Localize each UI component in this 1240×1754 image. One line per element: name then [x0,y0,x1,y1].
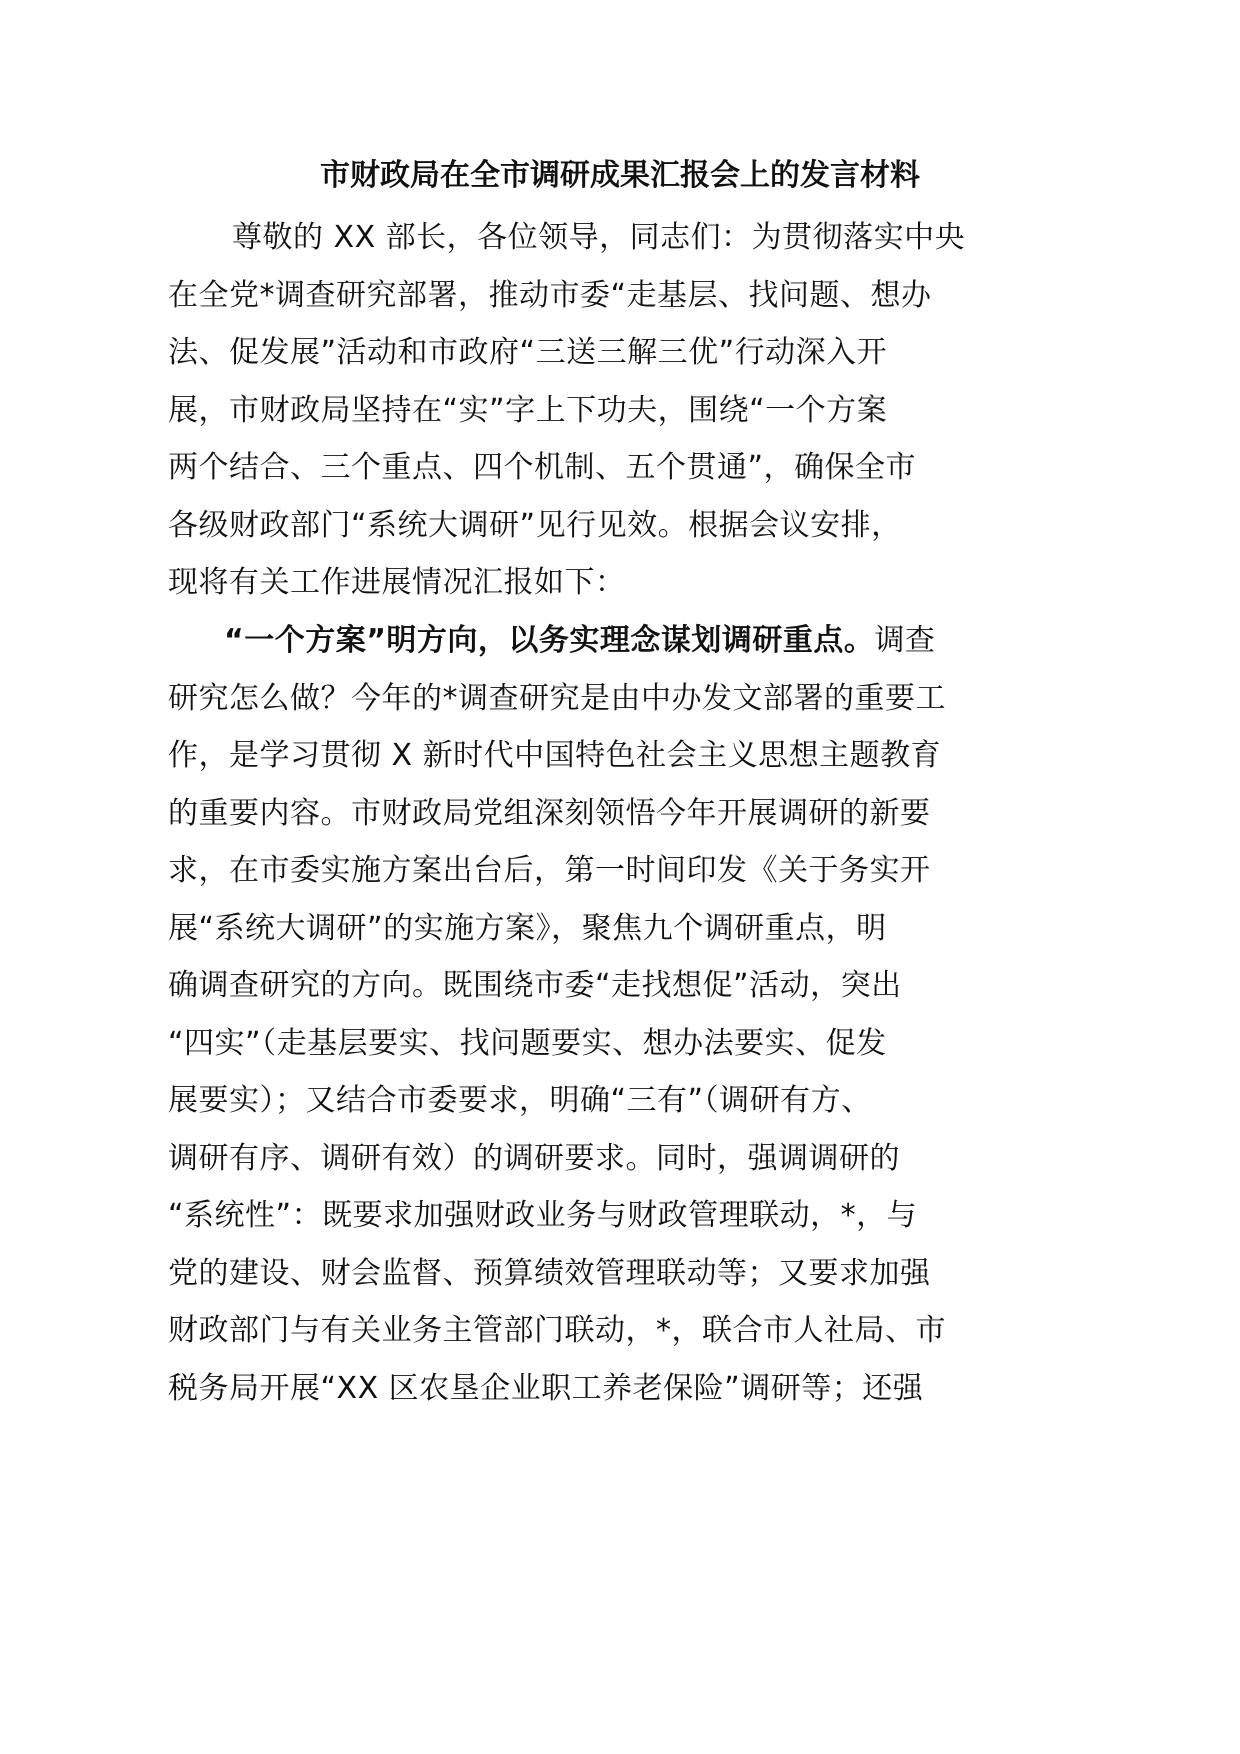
paragraph-line-1 [168,216,1022,260]
line-text: 两个结合、三个重点、四个机制、五个贯通”，确保全市 [168,450,917,485]
line-text: 调查 [874,623,936,658]
line-text: 法、促发展”活动和市政府“三送三解三优”行动深入开 [168,335,888,370]
line-text: 调研有序、调研有效）的调研要求。同时，强调调研的 [168,1141,900,1176]
paragraph-line-6 [168,504,958,548]
paragraph-line-2 [168,274,958,318]
line-text: 党的建设、财会监督、预算绩效管理联动等；又要求加强 [168,1256,931,1291]
section-heading: “一个方案”明方向，以务实理念谋划调研重点。 [224,623,875,658]
paragraph-line-3 [168,331,958,375]
line-text: 的重要内容。市财政局党组深刻领悟今年开展调研的新要 [168,796,931,831]
line-text: “系统性”：既要求加强财政业务与财政管理联动，*，与 [168,1198,918,1233]
line-text: 在全党*调查研究部署，推动市委“走基层、找问题、想办 [168,278,932,313]
paragraph-line-8 [168,619,1014,663]
line-text: 确调查研究的方向。既围绕市委“走找想促”活动，突出 [168,968,902,1003]
document-title: 市财政局在全市调研成果汇报会上的发言材料 [320,158,920,193]
paragraph-line-14 [168,964,958,1008]
line-text: 税务局开展“XX 区农垦企业职工养老保险”调研等；还强 [168,1371,924,1406]
paragraph-line-5 [168,446,958,490]
line-text: 现将有关工作进展情况汇报如下： [168,565,626,600]
paragraph-line-10 [168,734,958,778]
line-text: 研究怎么做？今年的*调查研究是由中办发文部署的重要工 [168,681,946,716]
line-text: 展要实）；又结合市委要求，明确“三有”（调研有方、 [168,1083,872,1118]
paragraph-line-7 [168,561,958,605]
paragraph-line-15 [168,1022,958,1066]
paragraph-line-19 [168,1252,958,1296]
line-text: 尊敬的 XX 部长，各位领导，同志们：为贯彻落实中央 [232,220,966,255]
paragraph-line-11 [168,792,958,836]
line-text: 各级财政部门“系统大调研”见行见效。根据会议安排， [168,508,902,543]
line-text: 展“系统大调研”的实施方案》，聚焦九个调研重点，明 [168,911,887,946]
paragraph-line-17 [168,1137,958,1181]
paragraph-line-12 [168,849,958,893]
line-text: 财政部门与有关业务主管部门联动，*，联合市人社局、市 [168,1313,946,1348]
paragraph-line-4 [168,389,958,433]
line-text: 求，在市委实施方案出台后，第一时间印发《关于务实开 [168,853,931,888]
paragraph-line-13 [168,907,958,951]
line-text: “四实”（走基层要实、找问题要实、想办法要实、促发 [168,1026,887,1061]
paragraph-line-20 [168,1309,958,1353]
paragraph-line-18 [168,1194,958,1238]
paragraph-line-21 [168,1367,958,1411]
paragraph-line-9 [168,677,958,721]
line-text: 展，市财政局坚持在“实”字上下功夫，围绕“一个方案 [168,393,888,428]
line-text: 作，是学习贯彻 X 新时代中国特色社会主义思想主题教育 [168,738,942,773]
paragraph-line-16 [168,1079,958,1123]
